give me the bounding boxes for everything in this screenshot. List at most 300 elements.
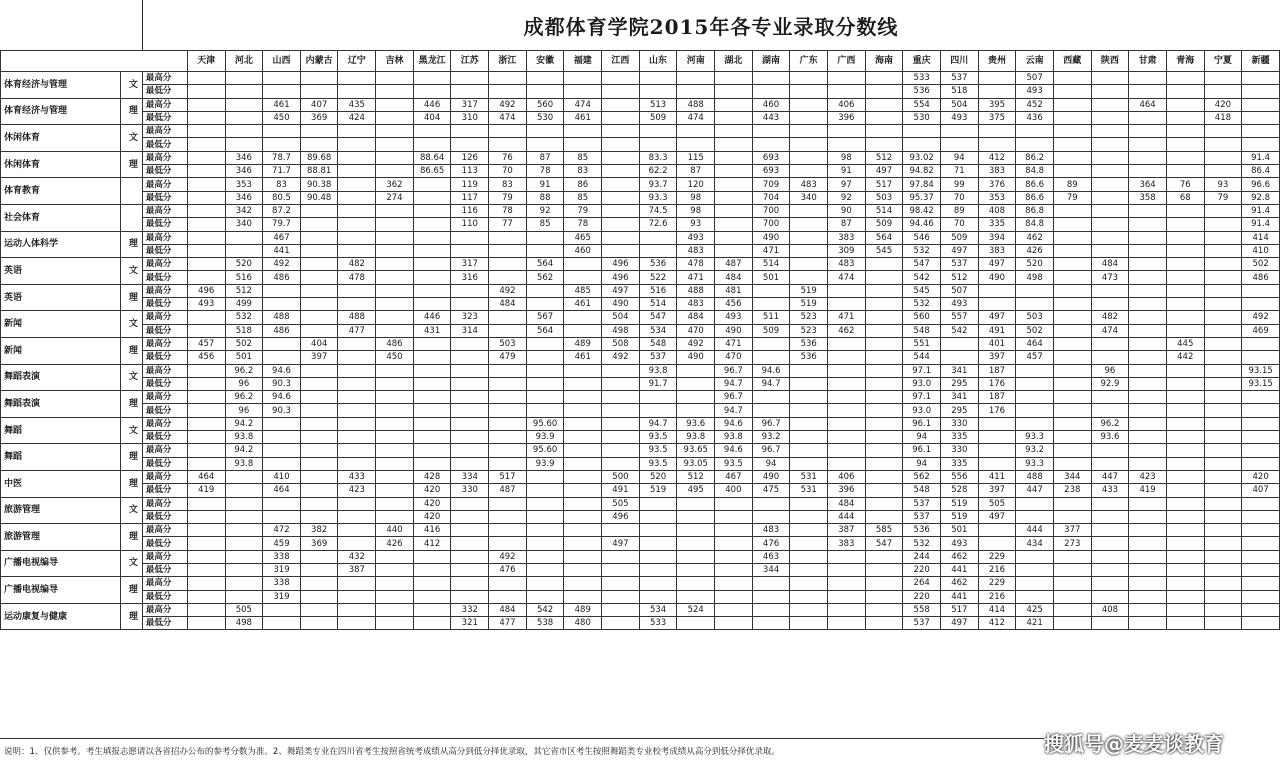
score-cell [752, 590, 790, 603]
score-cell [1242, 550, 1280, 563]
score-cell [300, 271, 338, 284]
score-cell [602, 191, 640, 204]
score-cell [376, 111, 414, 124]
score-cell: 83 [489, 178, 527, 191]
score-cell [1016, 284, 1054, 297]
score-cell: 518 [940, 85, 978, 98]
score-cell [1166, 470, 1204, 483]
table-row [1, 484, 1280, 497]
score-cell [1204, 125, 1242, 138]
score-cell [1129, 204, 1167, 217]
score-type-label: 最低分 [142, 244, 187, 257]
province-header: 宁夏 [1204, 51, 1242, 72]
score-type-label: 最低分 [142, 165, 187, 178]
score-type-label: 最低分 [142, 590, 187, 603]
score-cell [413, 284, 451, 297]
score-cell [225, 524, 263, 537]
score-cell [828, 603, 866, 616]
score-cell: 94 [752, 457, 790, 470]
score-cell [489, 324, 527, 337]
score-cell [1242, 284, 1280, 297]
score-cell [602, 550, 640, 563]
score-cell [1091, 351, 1129, 364]
score-cell [300, 72, 338, 85]
score-cell [376, 404, 414, 417]
score-cell [1016, 577, 1054, 590]
score-cell [1053, 165, 1091, 178]
score-cell: 92 [828, 191, 866, 204]
score-cell [715, 497, 753, 510]
score-cell [1129, 550, 1167, 563]
score-cell: 94.6 [715, 444, 753, 457]
score-cell [300, 258, 338, 271]
score-cell [187, 603, 225, 616]
score-cell: 110 [451, 218, 489, 231]
score-cell: 420 [413, 484, 451, 497]
score-cell [1166, 218, 1204, 231]
score-cell: 524 [677, 603, 715, 616]
score-cell [338, 457, 376, 470]
score-cell [715, 165, 753, 178]
score-cell [451, 550, 489, 563]
score-cell: 92.9 [1091, 377, 1129, 390]
score-cell [790, 231, 828, 244]
table-row [1, 391, 1280, 404]
score-cell: 89 [940, 204, 978, 217]
score-cell: 89 [1053, 178, 1091, 191]
score-cell: 126 [451, 151, 489, 164]
score-cell: 117 [451, 191, 489, 204]
score-cell: 464 [263, 484, 301, 497]
score-cell [338, 178, 376, 191]
score-cell [564, 590, 602, 603]
score-cell [978, 444, 1016, 457]
table-row [1, 204, 1280, 217]
score-cell [413, 550, 451, 563]
score-cell: 447 [1016, 484, 1054, 497]
score-cell [1053, 98, 1091, 111]
score-cell: 78 [526, 165, 564, 178]
score-cell [865, 617, 903, 630]
score-cell [1204, 258, 1242, 271]
score-cell [526, 470, 564, 483]
subject-type: 理 [120, 444, 142, 471]
score-type-label: 最低分 [142, 537, 187, 550]
score-type-label: 最高分 [142, 524, 187, 537]
score-cell [1053, 364, 1091, 377]
score-cell [564, 85, 602, 98]
score-cell: 295 [940, 404, 978, 417]
score-cell [526, 590, 564, 603]
score-cell [752, 577, 790, 590]
score-cell [187, 165, 225, 178]
score-cell [639, 391, 677, 404]
score-cell: 483 [677, 244, 715, 257]
score-cell: 342 [225, 204, 263, 217]
score-cell [1166, 324, 1204, 337]
score-cell: 484 [828, 497, 866, 510]
score-cell: 497 [940, 617, 978, 630]
score-cell [1091, 231, 1129, 244]
score-cell [376, 98, 414, 111]
score-cell: 479 [489, 351, 527, 364]
table-row [1, 431, 1280, 444]
score-cell: 426 [376, 537, 414, 550]
score-cell [865, 138, 903, 151]
score-type-label: 最高分 [142, 391, 187, 404]
score-cell: 369 [300, 537, 338, 550]
score-cell: 70 [940, 191, 978, 204]
score-cell: 375 [978, 111, 1016, 124]
score-cell: 420 [413, 510, 451, 523]
score-cell [1204, 311, 1242, 324]
score-cell: 93.05 [677, 457, 715, 470]
score-cell: 490 [715, 324, 753, 337]
score-cell: 93.8 [225, 431, 263, 444]
score-cell [187, 85, 225, 98]
score-cell [300, 577, 338, 590]
score-cell [526, 138, 564, 151]
score-cell [413, 85, 451, 98]
score-cell: 68 [1166, 191, 1204, 204]
score-cell [1016, 298, 1054, 311]
score-cell: 97 [828, 178, 866, 191]
score-cell [790, 550, 828, 563]
score-cell [1091, 404, 1129, 417]
score-cell [1053, 510, 1091, 523]
score-cell [865, 577, 903, 590]
score-cell: 362 [376, 178, 414, 191]
score-cell: 96.6 [1242, 178, 1280, 191]
score-cell [451, 577, 489, 590]
score-cell: 434 [1016, 537, 1054, 550]
score-cell [1016, 377, 1054, 390]
score-cell: 346 [225, 165, 263, 178]
score-cell: 319 [263, 590, 301, 603]
score-cell [338, 138, 376, 151]
score-cell: 520 [1016, 258, 1054, 271]
score-cell: 86.8 [1016, 204, 1054, 217]
score-cell: 462 [1016, 231, 1054, 244]
score-cell [715, 590, 753, 603]
score-cell [865, 364, 903, 377]
score-cell [1242, 351, 1280, 364]
score-cell [602, 603, 640, 616]
score-cell [1091, 98, 1129, 111]
score-type-label: 最高分 [142, 550, 187, 563]
score-cell [300, 377, 338, 390]
score-cell [752, 497, 790, 510]
score-cell: 484 [489, 298, 527, 311]
score-cell [526, 404, 564, 417]
score-cell [451, 72, 489, 85]
score-cell [187, 617, 225, 630]
score-cell [263, 510, 301, 523]
score-cell: 491 [602, 484, 640, 497]
score-cell [263, 431, 301, 444]
score-cell [338, 510, 376, 523]
score-cell: 95.60 [526, 417, 564, 430]
score-cell: 504 [602, 311, 640, 324]
score-cell: 709 [752, 178, 790, 191]
score-cell: 693 [752, 165, 790, 178]
score-cell [1166, 497, 1204, 510]
score-cell: 496 [187, 284, 225, 297]
score-cell [263, 603, 301, 616]
score-cell [564, 258, 602, 271]
score-cell: 341 [940, 391, 978, 404]
score-cell [752, 351, 790, 364]
score-cell [752, 138, 790, 151]
score-cell [451, 563, 489, 576]
score-cell: 97.84 [903, 178, 941, 191]
score-cell: 93.3 [1016, 457, 1054, 470]
score-cell [489, 364, 527, 377]
score-cell: 116 [451, 204, 489, 217]
score-cell [752, 284, 790, 297]
score-cell: 86.4 [1242, 165, 1280, 178]
score-cell: 491 [978, 324, 1016, 337]
score-cell [1016, 417, 1054, 430]
score-cell [1091, 563, 1129, 576]
score-cell [1204, 351, 1242, 364]
province-header: 天津 [187, 51, 225, 72]
score-cell: 98 [828, 151, 866, 164]
score-cell [602, 444, 640, 457]
major-name: 旅游管理 [1, 497, 121, 524]
score-cell [187, 510, 225, 523]
score-cell: 78 [564, 218, 602, 231]
score-cell [1166, 590, 1204, 603]
score-cell [489, 391, 527, 404]
score-cell [828, 391, 866, 404]
score-cell: 408 [1091, 603, 1129, 616]
score-cell: 72.6 [639, 218, 677, 231]
score-type-label: 最高分 [142, 444, 187, 457]
score-cell [677, 125, 715, 138]
score-cell [300, 431, 338, 444]
province-header: 山东 [639, 51, 677, 72]
score-cell: 74.5 [639, 204, 677, 217]
score-cell [715, 577, 753, 590]
score-type-label: 最高分 [142, 311, 187, 324]
score-cell [1242, 337, 1280, 350]
score-cell [715, 537, 753, 550]
score-cell: 93.6 [677, 417, 715, 430]
score-cell [413, 218, 451, 231]
score-cell: 319 [263, 563, 301, 576]
score-cell [1053, 590, 1091, 603]
score-cell: 431 [413, 324, 451, 337]
score-cell: 220 [903, 563, 941, 576]
score-type-label: 最低分 [142, 484, 187, 497]
province-header: 山西 [263, 51, 301, 72]
score-cell [451, 431, 489, 444]
score-cell [451, 298, 489, 311]
score-cell [828, 577, 866, 590]
score-type-label: 最高分 [142, 231, 187, 244]
score-cell: 96.7 [715, 364, 753, 377]
score-cell [1016, 563, 1054, 576]
score-cell: 493 [940, 537, 978, 550]
score-cell [413, 298, 451, 311]
score-cell [413, 125, 451, 138]
score-cell: 493 [187, 298, 225, 311]
table-row [1, 311, 1280, 324]
score-cell: 512 [940, 271, 978, 284]
score-cell [489, 72, 527, 85]
score-cell [413, 377, 451, 390]
score-cell [413, 204, 451, 217]
score-cell [1016, 364, 1054, 377]
watermark-text: 搜狐号@麦麦谈教育 [1044, 732, 1224, 756]
score-cell: 353 [978, 191, 1016, 204]
score-cell [1242, 431, 1280, 444]
score-cell [978, 138, 1016, 151]
score-cell [1204, 218, 1242, 231]
score-cell [828, 444, 866, 457]
score-cell [263, 497, 301, 510]
table-row [1, 563, 1280, 576]
score-cell [1053, 497, 1091, 510]
subject-type: 理 [120, 577, 142, 604]
score-cell: 484 [489, 603, 527, 616]
score-cell [451, 524, 489, 537]
score-cell: 508 [602, 337, 640, 350]
score-cell [300, 417, 338, 430]
score-cell: 330 [451, 484, 489, 497]
score-cell [715, 204, 753, 217]
score-cell: 497 [978, 258, 1016, 271]
score-cell: 71.7 [263, 165, 301, 178]
score-cell [1053, 337, 1091, 350]
score-cell [413, 391, 451, 404]
score-type-label: 最低分 [142, 85, 187, 98]
score-cell: 496 [602, 271, 640, 284]
score-cell: 176 [978, 377, 1016, 390]
score-cell [1016, 391, 1054, 404]
score-cell [489, 577, 527, 590]
score-cell: 509 [865, 218, 903, 231]
score-cell: 522 [639, 271, 677, 284]
score-cell [300, 497, 338, 510]
score-cell [1129, 298, 1167, 311]
score-cell: 514 [639, 298, 677, 311]
score-cell [752, 72, 790, 85]
major-name: 体育经济与管理 [1, 72, 121, 99]
score-cell [300, 510, 338, 523]
score-cell [940, 125, 978, 138]
score-cell [564, 431, 602, 444]
score-cell [1129, 391, 1167, 404]
score-cell: 473 [1091, 271, 1129, 284]
score-cell: 492 [602, 351, 640, 364]
score-cell [1129, 510, 1167, 523]
score-cell [865, 563, 903, 576]
score-cell: 113 [451, 165, 489, 178]
score-cell [225, 590, 263, 603]
score-type-label: 最低分 [142, 617, 187, 630]
score-cell [790, 524, 828, 537]
table-body [1, 72, 1280, 630]
score-cell: 536 [903, 85, 941, 98]
score-cell [187, 391, 225, 404]
score-cell [677, 377, 715, 390]
score-cell [1053, 431, 1091, 444]
score-cell: 516 [225, 271, 263, 284]
score-cell: 89.68 [300, 151, 338, 164]
score-cell [940, 138, 978, 151]
score-cell [715, 85, 753, 98]
score-cell: 505 [225, 603, 263, 616]
score-cell [715, 125, 753, 138]
score-cell [602, 457, 640, 470]
score-cell: 547 [639, 311, 677, 324]
score-cell: 564 [526, 258, 564, 271]
score-cell [338, 603, 376, 616]
score-cell: 404 [300, 337, 338, 350]
score-cell: 436 [1016, 111, 1054, 124]
score-cell [602, 577, 640, 590]
province-header: 福建 [564, 51, 602, 72]
title-corner-cell [0, 0, 143, 51]
score-cell [300, 311, 338, 324]
score-cell [865, 470, 903, 483]
score-cell: 94 [940, 151, 978, 164]
score-cell: 323 [451, 311, 489, 324]
score-cell: 462 [940, 577, 978, 590]
subject-type: 理 [120, 603, 142, 630]
score-cell [376, 125, 414, 138]
score-cell: 94.2 [225, 444, 263, 457]
score-cell: 98.42 [903, 204, 941, 217]
score-cell [1204, 271, 1242, 284]
table-row [1, 191, 1280, 204]
score-cell [526, 391, 564, 404]
score-cell: 85 [526, 218, 564, 231]
score-cell: 500 [602, 470, 640, 483]
score-cell: 94.7 [715, 404, 753, 417]
score-cell [1242, 391, 1280, 404]
score-cell [187, 151, 225, 164]
score-cell [639, 550, 677, 563]
score-cell: 497 [940, 244, 978, 257]
score-cell: 334 [451, 470, 489, 483]
score-cell: 433 [1091, 484, 1129, 497]
score-cell: 544 [903, 351, 941, 364]
score-cell: 531 [790, 470, 828, 483]
score-cell [677, 537, 715, 550]
score-cell [828, 72, 866, 85]
score-cell [564, 484, 602, 497]
score-type-label: 最低分 [142, 111, 187, 124]
score-cell [564, 457, 602, 470]
score-cell [187, 311, 225, 324]
score-cell: 93.8 [715, 431, 753, 444]
score-cell [1204, 85, 1242, 98]
major-name: 新闻 [1, 337, 121, 364]
score-cell [225, 577, 263, 590]
score-cell: 79.7 [263, 218, 301, 231]
score-cell [1091, 298, 1129, 311]
score-cell: 493 [940, 111, 978, 124]
province-header: 广西 [828, 51, 866, 72]
score-cell [1053, 377, 1091, 390]
score-cell [489, 431, 527, 444]
score-cell: 485 [564, 284, 602, 297]
score-cell: 585 [865, 524, 903, 537]
major-name: 舞蹈表演 [1, 364, 121, 391]
